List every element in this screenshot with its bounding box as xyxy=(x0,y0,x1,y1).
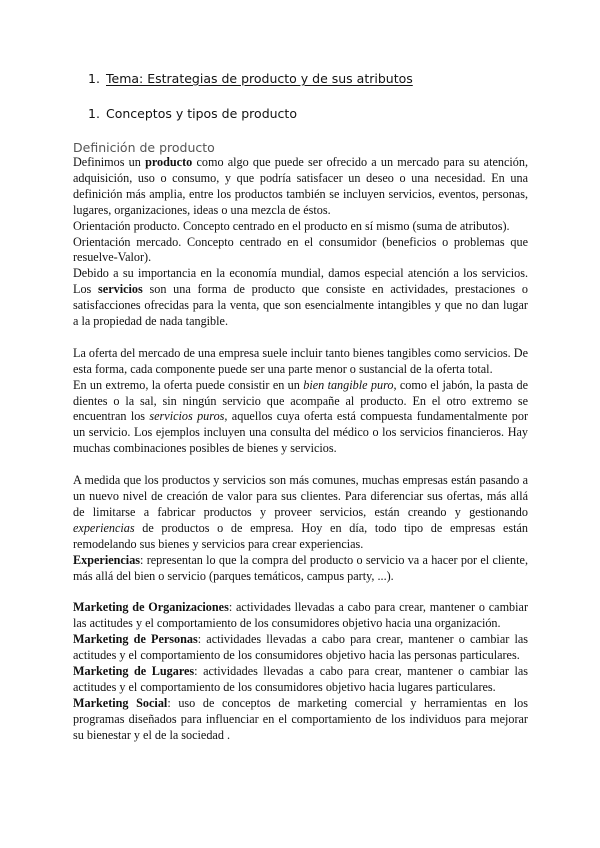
paragraph-gap xyxy=(73,330,528,346)
paragraph-tangible-extremes xyxy=(73,378,528,458)
term-producto: producto xyxy=(145,155,193,169)
heading-main-number: 1. xyxy=(88,71,100,86)
paragraph-experiences-definition xyxy=(73,553,528,585)
paragraph-experiences-intro xyxy=(73,473,528,553)
heading-main xyxy=(88,71,413,86)
paragraph-marketing-places xyxy=(73,664,528,696)
text-span: : representan lo que la compra del producto o servicio va a hacer por el cliente, más allá del bien o servicio (parques temáticos, campus party, ...). xyxy=(73,552,528,583)
term-bien-tangible: bien tangible puro xyxy=(303,377,394,392)
paragraph-market-offer: La oferta del mercado de una empresa suele incluir tanto bienes tangibles como servicios. De esta forma, cada componente puede ser una parte menor o sustancial de la oferta total. xyxy=(73,345,528,376)
paragraph-gap xyxy=(73,457,528,473)
term-marketing-personas: Marketing de Personas xyxy=(73,632,198,647)
paragraph-orientation-market: Orientación mercado. Concepto centrado en el consumidor (beneficios o problemas que resuelve-Valor). xyxy=(73,234,528,265)
term-servicios-puros: servicios puros xyxy=(149,409,225,424)
text-span: de productos o de empresa. Hoy en día, todo tipo de empresas están remodelando sus bienes y servicios para crear experiencias. xyxy=(73,520,528,551)
paragraph-marketing-social xyxy=(73,696,528,744)
term-marketing-social: Marketing Social xyxy=(73,695,168,710)
text-span: : uso de conceptos de marketing comercial y herramientas en los programas diseñados para influenciar en el comportamiento de los individuos para mejorar su bienestar y el de la sociedad . xyxy=(73,695,528,742)
term-marketing-lugares: Marketing de Lugares xyxy=(73,663,195,678)
heading-sub xyxy=(88,106,297,121)
paragraph-marketing-organizations xyxy=(73,600,528,632)
paragraph-orientation-product: Orientación producto. Concepto centrado en el producto en sí mismo (suma de atributos). xyxy=(73,218,510,233)
heading-sub-text: Conceptos y tipos de producto xyxy=(106,106,297,121)
text-span: , aquellos cuya oferta está compuesta fundamentalmente por un servicio. Los ejemplos incluyen una consulta del médico o los servicios financieros. Hay muchas combinaciones posibles de bienes y servicios. xyxy=(73,409,528,456)
heading-main-text: Tema: Estrategias de producto y de sus atributos xyxy=(106,71,413,86)
text-span: , como el jabón, la pasta de dientes o la sal, sin ningún servicio que acompañe al producto. En el otro extremo se encuentran los xyxy=(73,377,528,424)
term-servicios: servicios xyxy=(98,282,143,297)
heading-sub-number: 1. xyxy=(88,106,100,121)
text-span: : actividades llevadas a cabo para crear, mantener o cambiar las actitudes y el comportamiento de los consumidores objetivo hacia las personas particulares. xyxy=(73,632,528,663)
document-body xyxy=(73,155,528,743)
text-span: como algo que puede ser ofrecido a un mercado para su atención, adquisición, uso o consumo, y que podría satisfacer un deseo o una necesidad. En una definición más amplia, entre los productos también se incluyen servicios, eventos, personas, lugares, organizaciones, ideas o una mezcla de éstos. xyxy=(73,155,528,217)
section-title: Definición de producto xyxy=(73,140,215,155)
paragraph-services xyxy=(73,266,528,330)
term-marketing-organizaciones: Marketing de Organizaciones xyxy=(73,600,229,615)
text-span: En un extremo, la oferta puede consistir en un xyxy=(73,377,304,392)
text-span: Definimos un xyxy=(73,155,146,169)
paragraph-gap xyxy=(73,584,528,600)
paragraph-product-definition xyxy=(73,155,528,219)
text-span: : actividades llevadas a cabo para crear, mantener o cambiar las actitudes y el comportamiento de los consumidores objetivo hacia lugares particulares. xyxy=(73,663,528,694)
paragraph-marketing-people xyxy=(73,632,528,664)
term-experiencias-bold: Experiencias xyxy=(73,552,141,567)
text-span: Debido a su importancia en la economía mundial, damos especial atención a los servicios. Los xyxy=(73,266,528,297)
text-span: A medida que los productos y servicios son más comunes, muchas empresas están pasando a un nuevo nivel de creación de valor para sus clientes. Para diferenciar sus ofertas, más allá de limitarse a fabricar productos y proveer servicios, están creando y gestionando xyxy=(73,473,528,519)
term-experiencias: experiencias xyxy=(73,520,135,535)
text-span: : actividades llevadas a cabo para crear, mantener o cambiar las actitudes y el comportamiento de los consumidores objetivo hacia una organización. xyxy=(73,600,529,631)
text-span: son una forma de producto que consiste en actividades, prestaciones o satisfacciones ofrecidas para la venta, que son esencialmente intangibles y que no dan lugar a la propiedad de nada tangible. xyxy=(73,282,529,329)
